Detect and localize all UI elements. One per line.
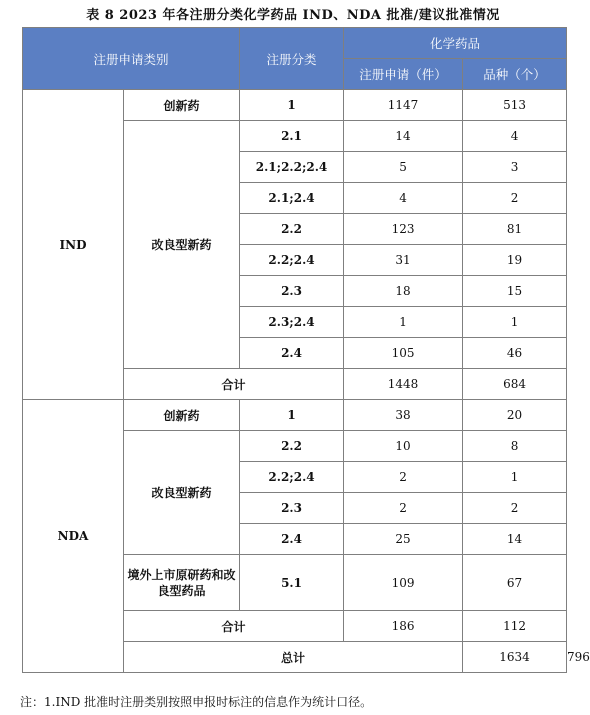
applications-cell: 31 [344,245,463,276]
applications-cell: 25 [344,524,463,555]
ind-subtotal-label: 合计 [124,369,344,400]
registration-class-cell: 2.2 [240,214,344,245]
registration-class-cell: 2.2 [240,431,344,462]
table-row [23,400,567,431]
registration-class-cell: 2.4 [240,524,344,555]
applications-cell: 1 [344,307,463,338]
varieties-cell: 15 [463,276,567,307]
ind-improved-label: 改良型新药 [124,121,240,369]
registration-class-cell: 2.2;2.4 [240,462,344,493]
registration-class-cell: 1 [240,90,344,121]
applications-cell: 4 [344,183,463,214]
applications-cell: 10 [344,431,463,462]
applications-cell: 1448 [344,369,463,400]
registration-class-cell: 2.4 [240,338,344,369]
nda-innovative-label: 创新药 [124,400,240,431]
registration-class-cell: 1 [240,400,344,431]
varieties-cell: 81 [463,214,567,245]
ind-innovative-label: 创新药 [124,90,240,121]
registration-class-cell: 2.2;2.4 [240,245,344,276]
applications-cell: 5 [344,152,463,183]
header-classification: 注册分类 [240,28,344,90]
table-footnote: 注：1.IND 批准时注册类别按照申报时标注的信息作为统计口径。 [20,695,373,709]
varieties-cell: 2 [463,183,567,214]
approval-table [22,27,590,673]
applications-cell: 123 [344,214,463,245]
varieties-cell: 3 [463,152,567,183]
registration-class-cell: 5.1 [240,555,344,611]
ind-label: IND [23,90,124,400]
varieties-cell: 46 [463,338,567,369]
registration-class-cell: 2.3 [240,493,344,524]
grand-total-label: 总计 [124,642,463,673]
nda-label: NDA [23,400,124,673]
applications-cell: 109 [344,555,463,611]
header-varieties: 品种（个） [463,59,567,90]
varieties-cell: 1 [463,307,567,338]
varieties-cell: 4 [463,121,567,152]
varieties-cell: 2 [463,493,567,524]
grand-total-row: 总计 1634 796 [23,642,567,673]
varieties-cell: 14 [463,524,567,555]
varieties-cell: 19 [463,245,567,276]
table-caption: 表 8 2023 年各注册分类化学药品 IND、NDA 批准/建议批准情况 [86,8,500,23]
header-chemical-drugs: 化学药品 [344,28,567,59]
varieties-cell: 112 [463,611,567,642]
applications-cell: 1147 [344,90,463,121]
header-applications: 注册申请（件） [344,59,463,90]
applications-cell: 14 [344,121,463,152]
varieties-cell: 513 [463,90,567,121]
nda-overseas-label: 境外上市原研药和改良型药品 [124,555,240,611]
applications-cell: 1634 [463,642,567,673]
table-row [23,90,567,121]
varieties-cell: 8 [463,431,567,462]
registration-class-cell: 2.1 [240,121,344,152]
varieties-cell: 1 [463,462,567,493]
header-category: 注册申请类别 [23,28,240,90]
registration-class-cell: 2.3;2.4 [240,307,344,338]
registration-class-cell: 2.1;2.2;2.4 [240,152,344,183]
applications-cell: 38 [344,400,463,431]
varieties-cell: 684 [463,369,567,400]
applications-cell: 18 [344,276,463,307]
applications-cell: 2 [344,493,463,524]
applications-cell: 186 [344,611,463,642]
registration-class-cell: 2.1;2.4 [240,183,344,214]
applications-cell: 105 [344,338,463,369]
applications-cell: 2 [344,462,463,493]
registration-class-cell: 2.3 [240,276,344,307]
varieties-cell: 20 [463,400,567,431]
nda-improved-label: 改良型新药 [124,431,240,555]
nda-subtotal-label: 合计 [124,611,344,642]
varieties-cell: 67 [463,555,567,611]
